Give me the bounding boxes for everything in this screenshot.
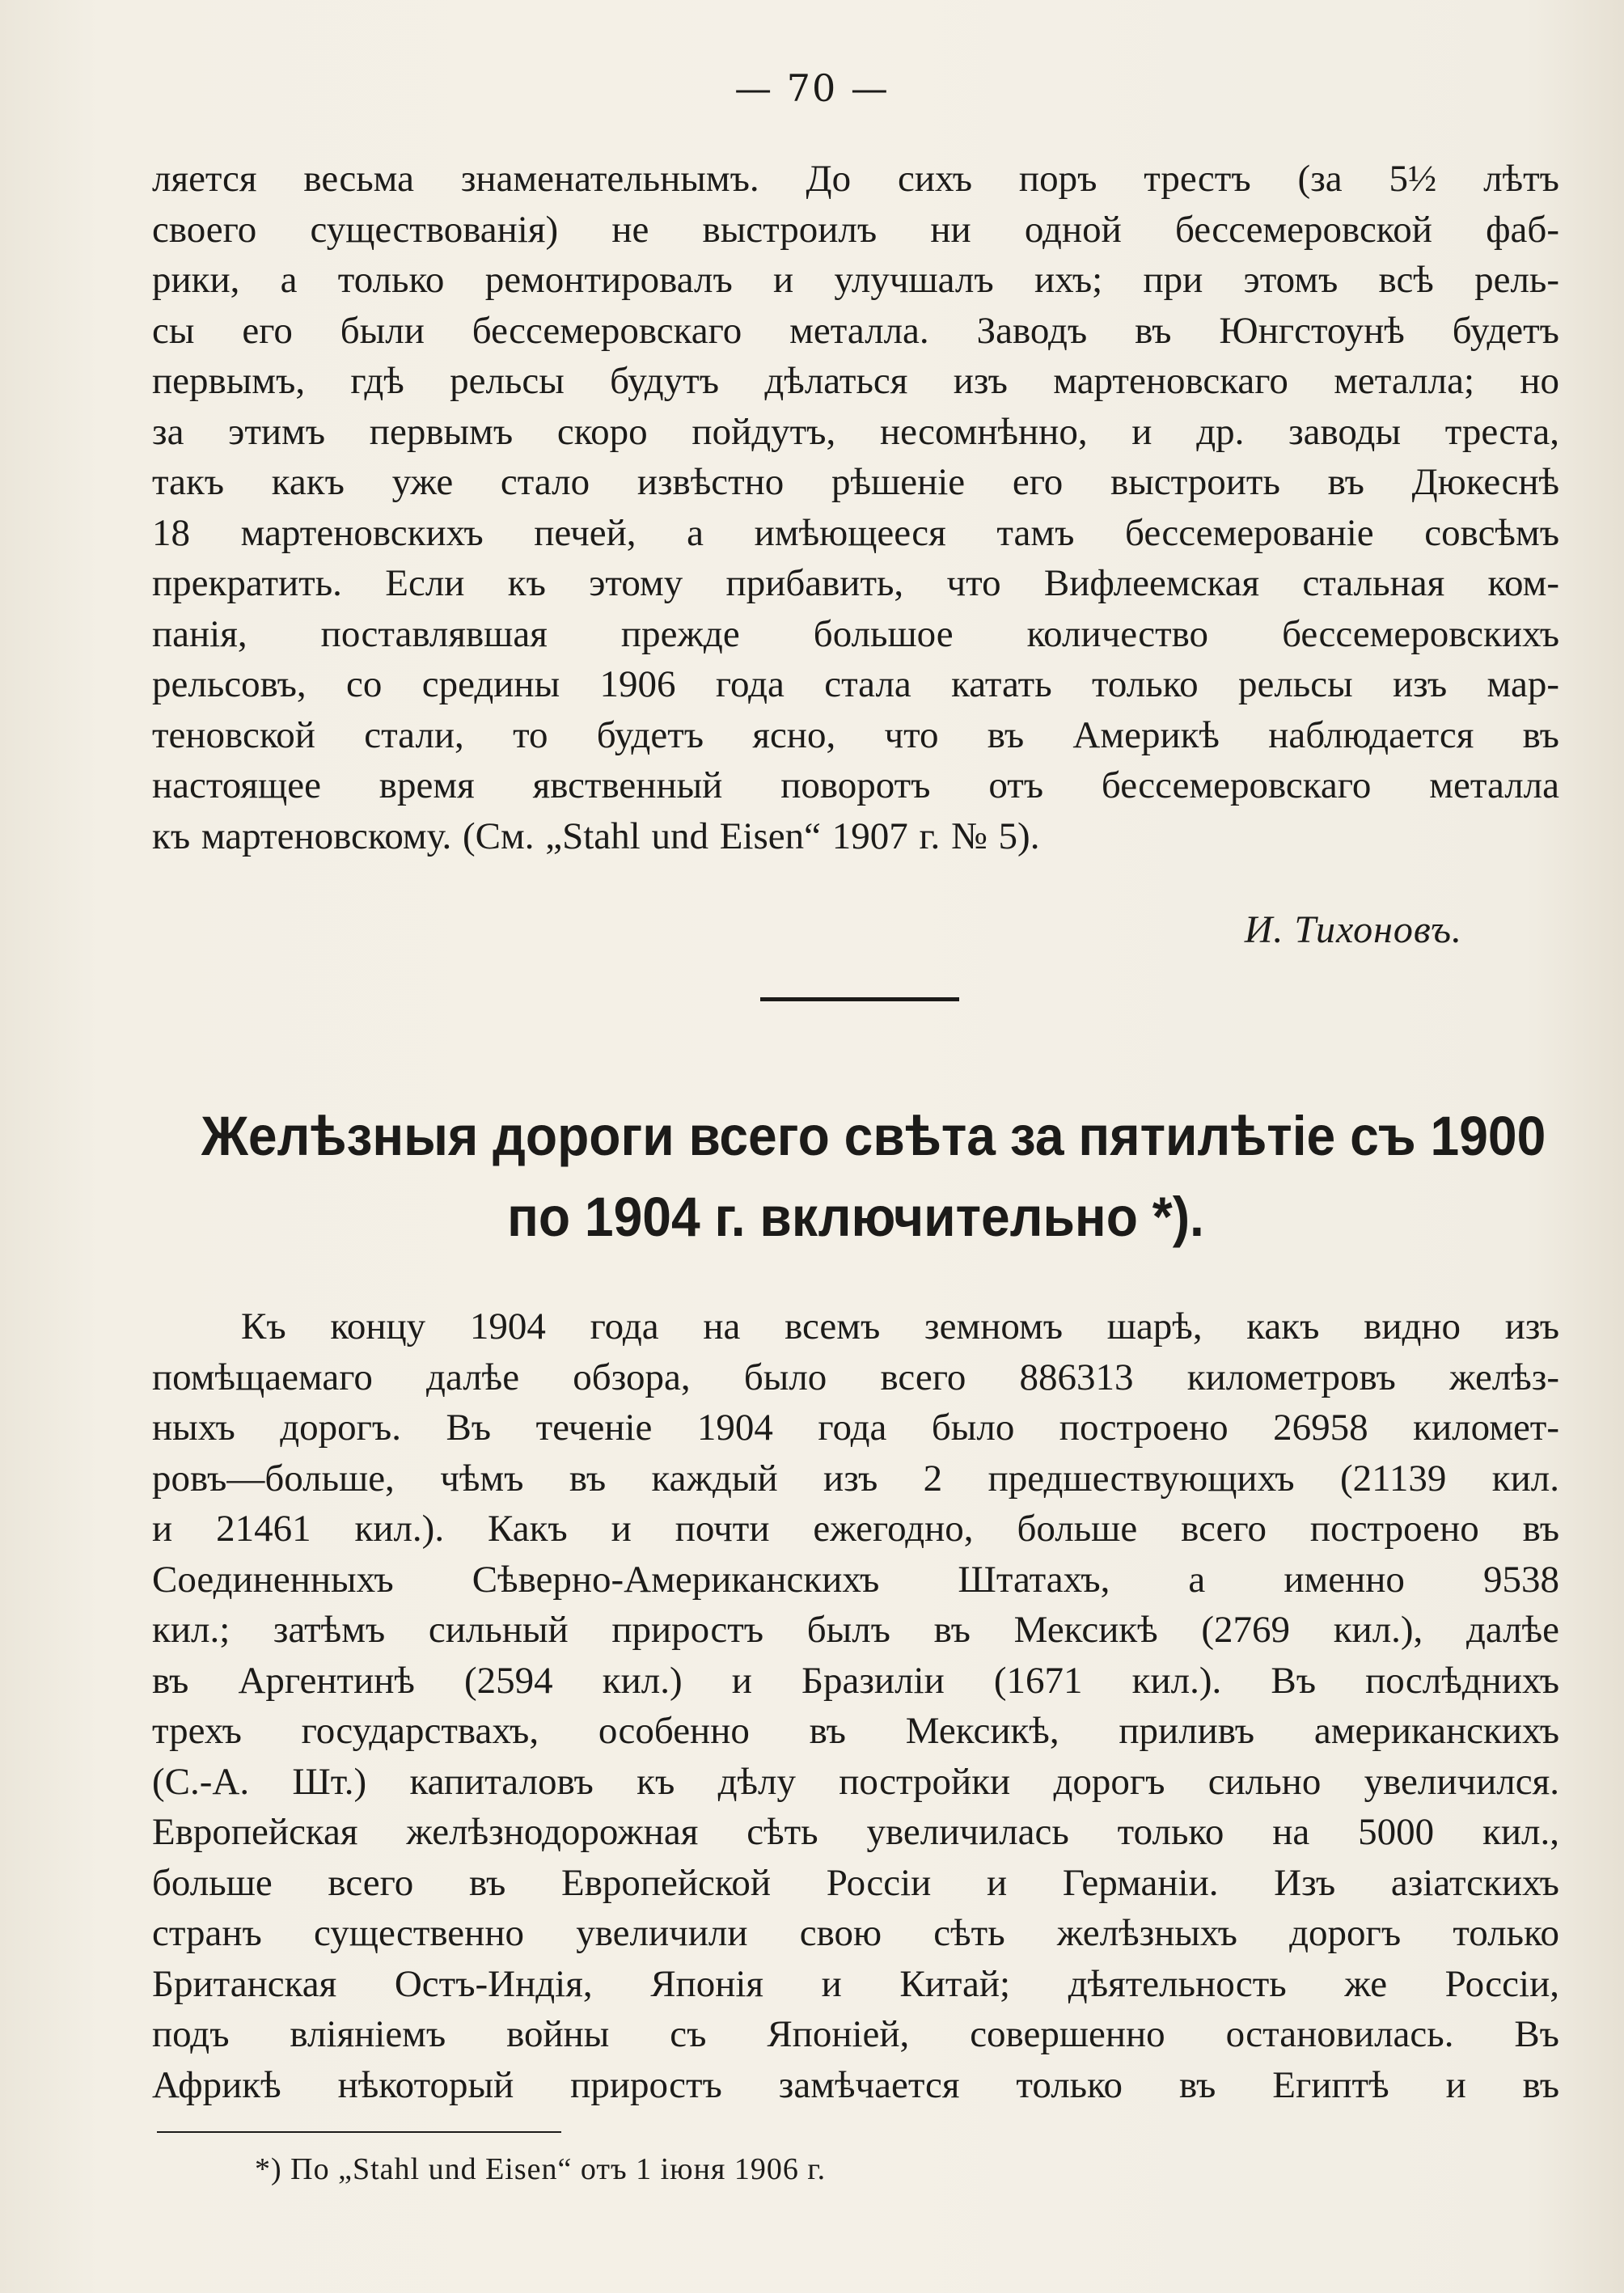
- text-line: настоящее время явственный поворотъ отъ бессемеровскаго металла: [152, 764, 1559, 806]
- text-line: такъ какъ уже стало извѣстно рѣшеніе его выстроить въ Дюкеснѣ: [152, 461, 1559, 503]
- article-body-paragraph: [152, 1301, 1559, 2110]
- text-line: рики, а только ремонтировалъ и улучшалъ ихъ; при этомъ всѣ рель-: [152, 259, 1559, 301]
- text-line: больше всего въ Европейской Россіи и Германіи. Изъ азіатскихъ: [152, 1861, 1559, 1904]
- footnote: *) По „Stahl und Eisen“ отъ 1 іюня 1906 г.: [255, 2152, 827, 2186]
- text-line: теновской стали, то будетъ ясно, что въ Америкѣ наблюдается въ: [152, 713, 1559, 756]
- page-number: — 70 —: [734, 66, 890, 110]
- text-line: своего существованія) не выстроилъ ни одной бессемеровской фаб-: [152, 208, 1559, 251]
- text-line: и 21461 кил.). Какъ и почти ежегодно, больше всего построено въ: [152, 1508, 1559, 1550]
- text-line: Европейская желѣзнодорожная сѣть увеличилась только на 5000 кил.,: [152, 1811, 1559, 1853]
- text-line: панія, поставлявшая прежде большое количество бессемеровскихъ: [152, 612, 1559, 655]
- text-line: странъ существенно увеличили свою сѣть желѣзныхъ дорогъ только: [152, 1912, 1559, 1954]
- text-line: Британская Остъ-Индія, Японія и Китай; дѣятельность же Россіи,: [152, 1962, 1559, 2005]
- text-line: прекратить. Если къ этому прибавить, что Вифлеемская стальная ком-: [152, 562, 1559, 604]
- title-line: по 1904 г. включительно *).: [507, 1186, 1204, 1248]
- text-line: ровъ—больше, чѣмъ въ каждый изъ 2 предшествующихъ (21139 кил.: [152, 1457, 1559, 1500]
- text-line: подъ вліяніемъ войны съ Японіей, совершенно остановилась. Въ: [152, 2013, 1559, 2055]
- article-title: [201, 1096, 1546, 1258]
- author-signature: И. Тихоновъ.: [1244, 908, 1462, 951]
- article-continuation-paragraph: [152, 154, 1559, 861]
- text-line: къ мартеновскому. (См. „Stahl und Eisen“ 1907 г. № 5).: [152, 814, 1040, 857]
- text-line: трехъ государствахъ, особенно въ Мексикѣ, приливъ американскихъ: [152, 1710, 1559, 1752]
- text-line: Къ концу 1904 года на всемъ земномъ шарѣ, какъ видно изъ: [241, 1305, 1559, 1347]
- text-line: за этимъ первымъ скоро пойдутъ, несомнѣнно, и др. заводы треста,: [152, 410, 1559, 453]
- text-line: (С.-А. Шт.) капиталовъ къ дѣлу постройки дорогъ сильно увеличился.: [152, 1760, 1559, 1803]
- text-line: Африкѣ нѣкоторый приростъ замѣчается только въ Египтѣ и въ: [152, 2063, 1559, 2106]
- text-line: въ Аргентинѣ (2594 кил.) и Бразиліи (1671 кил.). Въ послѣднихъ: [152, 1659, 1559, 1702]
- text-line: Соединенныхъ Сѣверно-Американскихъ Штатахъ, а именно 9538: [152, 1558, 1559, 1601]
- footnote-rule: [157, 2131, 561, 2133]
- text-line: рельсовъ, со средины 1906 года стала катать только рельсы изъ мар-: [152, 663, 1559, 705]
- text-line: сы его были бессемеровскаго металла. Заводъ въ Юнгстоунѣ будетъ: [152, 309, 1559, 352]
- text-line: ныхъ дорогъ. Въ теченіе 1904 года было построено 26958 километ-: [152, 1407, 1559, 1449]
- title-line: Желѣзныя дороги всего свѣта за пятилѣтіе съ 1900: [201, 1105, 1546, 1167]
- section-divider: [760, 997, 959, 1001]
- text-line: первымъ, гдѣ рельсы будутъ дѣлаться изъ мартеновскаго металла; но: [152, 360, 1559, 402]
- text-line: помѣщаемаго далѣе обзора, было всего 886313 километровъ желѣз-: [152, 1356, 1559, 1398]
- text-line: ляется весьма знаменательнымъ. До сихъ поръ трестъ (за 5½ лѣтъ: [152, 158, 1559, 200]
- text-line: кил.; затѣмъ сильный приростъ былъ въ Мексикѣ (2769 кил.), далѣе: [152, 1609, 1559, 1651]
- text-line: 18 мартеновскихъ печей, а имѣющееся тамъ бессемерованіе совсѣмъ: [152, 511, 1559, 554]
